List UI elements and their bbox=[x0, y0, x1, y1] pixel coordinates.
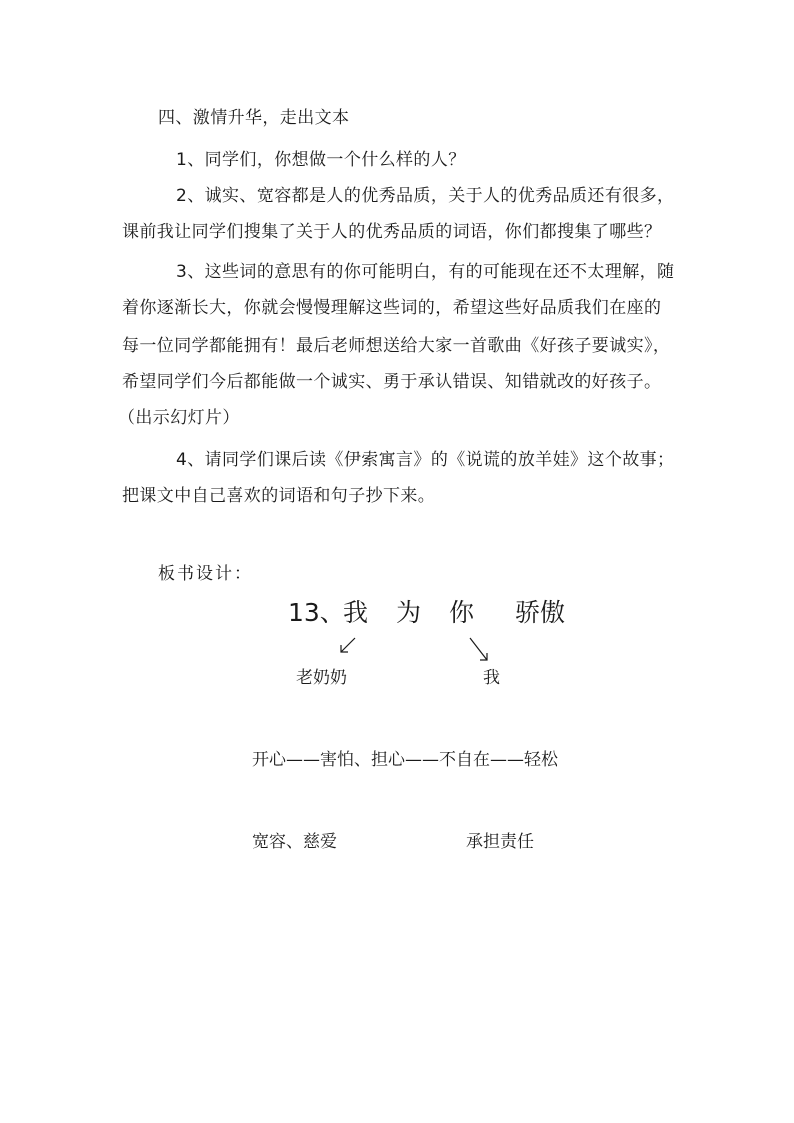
board-title-word: 我 bbox=[343, 598, 369, 627]
board-branch-right: 我 bbox=[483, 668, 500, 688]
paragraph-3-line-4: 希望同学们今后都能做一个诚实、勇于承认错误、知错就改的好孩子。 bbox=[122, 372, 662, 392]
paragraph-3-line-1: 3、这些词的意思有的你可能明白，有的可能现在还不太理解，随 bbox=[176, 262, 675, 282]
paragraph-3-line-5: （出示幻灯片） bbox=[118, 408, 240, 428]
board-title-word: 骄傲 bbox=[515, 598, 566, 627]
board-title-word: 为 bbox=[396, 598, 422, 627]
left-arrow-icon bbox=[341, 638, 355, 652]
right-arrow-icon bbox=[470, 638, 487, 660]
board-design-label: 板书设计： bbox=[158, 564, 253, 584]
board-emotion-flow: 开心——害怕、担心——不自在——轻松 bbox=[252, 750, 558, 770]
board-quality-left: 宽容、慈爱 bbox=[252, 832, 337, 852]
section-heading: 四、激情升华，走出文本 bbox=[158, 108, 350, 128]
board-quality-right: 承担责任 bbox=[466, 832, 534, 852]
paragraph-2-line-2: 课前我让同学们搜集了关于人的优秀品质的词语，你们都搜集了哪些？ bbox=[122, 222, 662, 242]
paragraph-2-line-1: 2、诚实、宽容都是人的优秀品质，关于人的优秀品质还有很多， bbox=[176, 186, 675, 206]
paragraph-4-line-2: 把课文中自己喜欢的词语和句子抄下来。 bbox=[122, 486, 436, 506]
paragraph-3-line-2: 着你逐渐长大，你就会慢慢理解这些词的，希望这些好品质我们在座的 bbox=[122, 298, 662, 318]
board-title-word: 你 bbox=[449, 598, 475, 627]
board-branch-left: 老奶奶 bbox=[296, 668, 347, 688]
paragraph-3-line-3: 每一位同学都能拥有！最后老师想送给大家一首歌曲《好孩子要诚实》， bbox=[122, 336, 671, 356]
board-title-number: 13、 bbox=[288, 598, 345, 627]
paragraph-4-line-1: 4、请同学们课后读《伊索寓言》的《说谎的放羊娃》这个故事； bbox=[176, 450, 675, 470]
paragraph-1: 1、同学们，你想做一个什么样的人？ bbox=[176, 150, 466, 170]
